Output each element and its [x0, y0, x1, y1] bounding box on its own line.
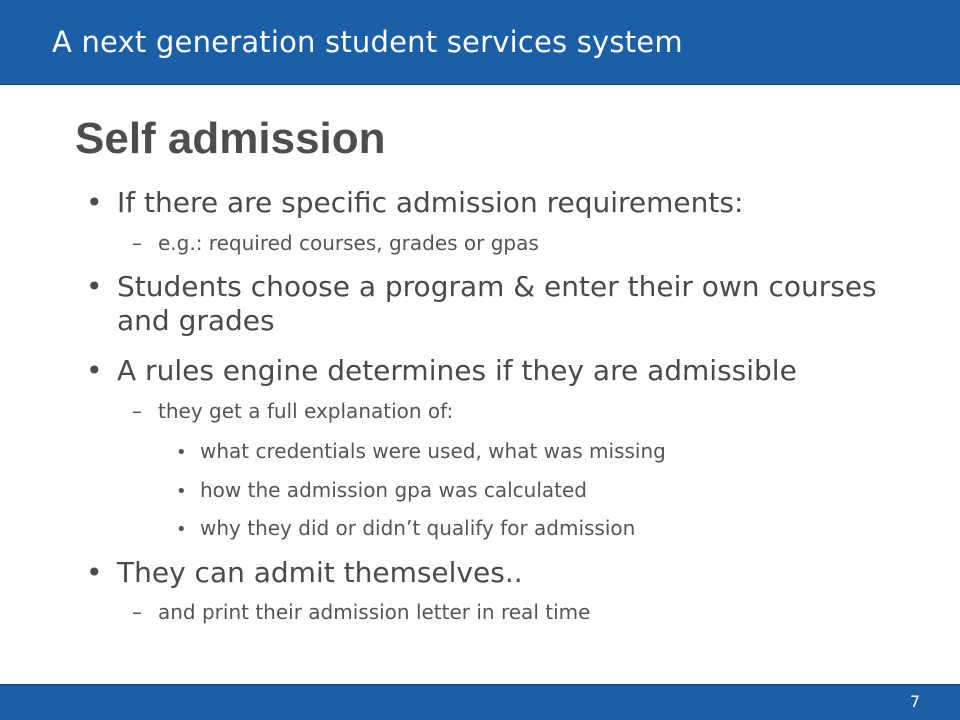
header-bar	[0, 0, 960, 85]
bullet-item	[86, 556, 906, 590]
sub-bullet-text: they get a full explanation of:	[158, 399, 454, 423]
sub-sub-bullet-text: how the admission gpa was calculated	[200, 478, 587, 502]
sub-sub-bullet-text: what credentials were used, what was missing	[200, 439, 666, 463]
dash-marker: –	[132, 399, 142, 423]
dot-marker: •	[176, 481, 187, 502]
footer-bar	[0, 684, 960, 720]
dash-marker: –	[132, 231, 142, 255]
sub-bullet-text: e.g.: required courses, grades or gpas	[158, 231, 539, 255]
header-title: A next generation student services system	[52, 25, 683, 59]
sub-bullet-item	[132, 600, 590, 624]
sub-sub-bullet-text: why they did or didn’t qualify for admission	[200, 516, 636, 540]
bullet-text: Students choose a program & enter their own courses and grades	[117, 270, 877, 337]
dot-marker: •	[176, 519, 187, 540]
bullet-item	[86, 354, 906, 388]
bullet-marker: •	[86, 270, 103, 303]
dot-marker: •	[176, 442, 187, 463]
bullet-marker: •	[86, 354, 103, 387]
sub-sub-bullet-item	[176, 478, 587, 504]
sub-sub-bullet-item	[176, 516, 635, 542]
bullet-text: A rules engine determines if they are admissible	[117, 354, 797, 387]
page-number: 7	[909, 692, 920, 711]
sub-sub-bullet-item	[176, 439, 666, 465]
bullet-item	[86, 186, 906, 220]
bullet-text: If there are specific admission requirements:	[117, 186, 744, 219]
bullet-marker: •	[86, 556, 103, 589]
bullet-text: They can admit themselves..	[117, 556, 523, 589]
bullet-marker: •	[86, 186, 103, 219]
sub-bullet-text: and print their admission letter in real time	[158, 600, 591, 624]
bullet-item	[86, 270, 906, 338]
slide-title: Self admission	[75, 114, 386, 163]
dash-marker: –	[132, 600, 142, 624]
sub-bullet-item	[132, 231, 539, 255]
sub-bullet-item	[132, 399, 453, 423]
